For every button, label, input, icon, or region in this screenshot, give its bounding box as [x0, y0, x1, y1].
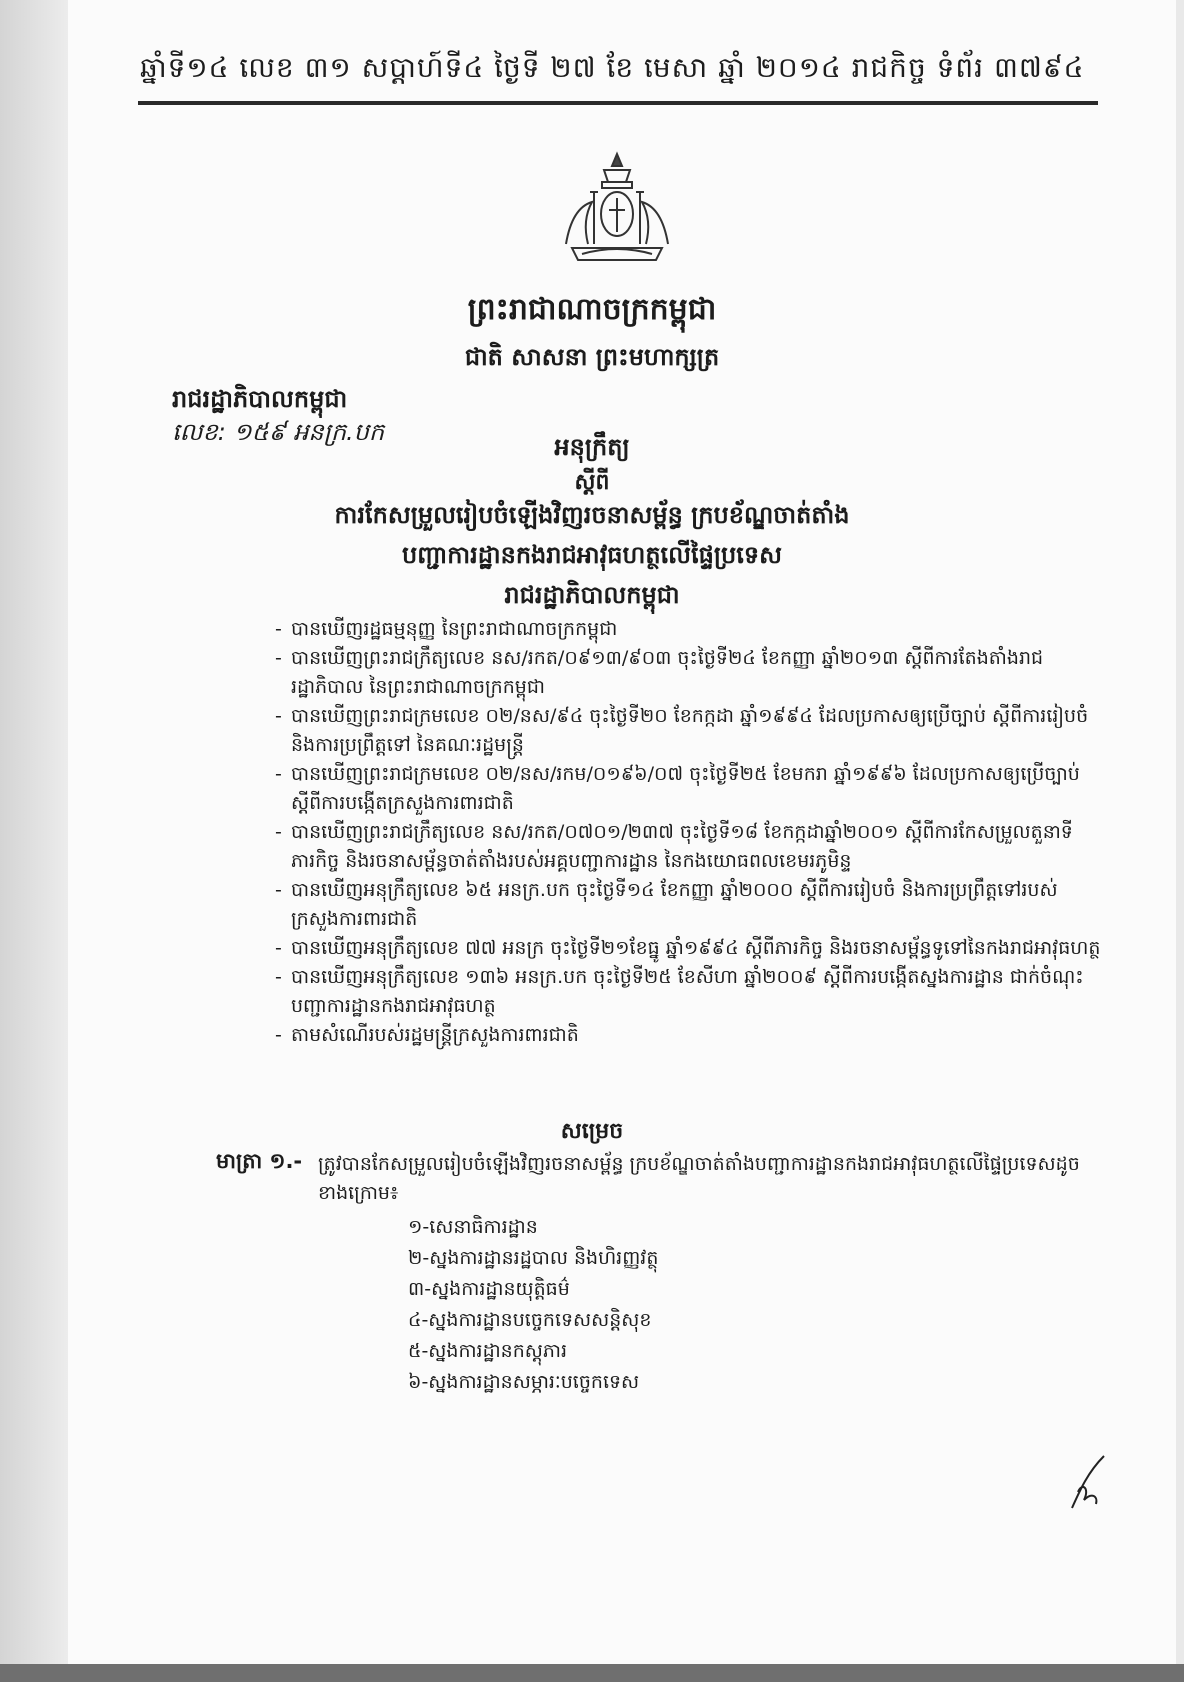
- scan-edge-shadow: [0, 0, 68, 1682]
- consideration-item: - បានឃើញព្រះរាជក្រឹត្យលេខ នស/រកត/០៧០១/២៣៧ ចុះថ្ងៃទី១៨ ខែកក្កដាឆ្នាំ២០០១ ស្តីពីការកែសម្រួលតួនាទី ភារកិច្ច និងរចនាសម្ព័ន្ធចាត់តាំងរបស់អគ្គបញ្ជាការដ្ឋាន នៃកងយោធពលខេមរភូមិន្ទ: [275, 818, 1105, 876]
- scan-bottom-strip: [0, 1664, 1184, 1682]
- issuing-government: រាជរដ្ឋាភិបាលកម្ពុជា: [172, 385, 348, 413]
- royal-coat-of-arms-icon: [552, 148, 682, 268]
- unit-item: ៦-ស្នងការដ្ឋានសម្ភារៈបច្ចេកទេស: [408, 1371, 640, 1393]
- consideration-item: - បានឃើញព្រះរាជក្រមលេខ ០២/នស/រកម/០១៩៦/០៧ ចុះថ្ងៃទី២៥ ខែមករា ឆ្នាំ១៩៩៦ ដែលប្រកាសឲ្យប្រើច្បាប់ ស្តីពីការបង្កើតក្រសួងការពារជាតិ: [275, 760, 1105, 818]
- unit-item: ១-សេនាធិការដ្ឋាន: [408, 1216, 538, 1238]
- header-rule: [138, 101, 1098, 105]
- kingdom-name: ព្រះរាជាណាចក្រកម្ពុជា: [467, 292, 717, 327]
- document-title-line-2: បញ្ជាការដ្ឋានកងរាជអាវុធហត្ថលើផ្ទៃប្រទេស: [402, 541, 782, 569]
- article-1-label: មាត្រា ១.-: [216, 1149, 303, 1173]
- consideration-item: - បានឃើញអនុក្រឹត្យលេខ ១៣៦ អនក្រ.បក ចុះថ្ងៃទី២៥ ខែសីហា ឆ្នាំ២០០៩ ស្តីពីការបង្កើតស្នងការដ្ឋាន ជាក់ចំណុះបញ្ជាការដ្ឋានកងរាជអាវុធហត្ថ: [275, 963, 1105, 1021]
- consideration-item: - បានឃើញព្រះរាជក្រមលេខ ០២/នស/៩៤ ចុះថ្ងៃទី២០ ខែកក្កដា ឆ្នាំ១៩៩៤ ដែលប្រកាសឲ្យប្រើច្បាប់ ស្តីពីការរៀបចំ និងការប្រព្រឹត្តទៅ នៃគណៈរដ្ឋមន្ត្រី: [275, 702, 1105, 760]
- consideration-item: - បានឃើញព្រះរាជក្រឹត្យលេខ នស/រកត/០៩១៣/៩០៣ ចុះថ្ងៃទី២៤ ខែកញ្ញា ឆ្នាំ២០១៣ ស្តីពីការតែងតាំងរាជរដ្ឋាភិបាល នៃព្រះរាជាណាចក្រកម្ពុជា: [275, 644, 1105, 702]
- document-title-line-1: ការកែសម្រួលរៀបចំឡើងវិញរចនាសម្ព័ន្ធ ក្របខ័ណ្ឌចាត់តាំង: [334, 501, 850, 529]
- considerations-list: [275, 615, 1105, 1050]
- gazette-header: ឆ្នាំទី១៤ លេខ ៣១ សប្តាហ៍ទី៤ ថ្ងៃទី ២៧ ខែ មេសា ឆ្នាំ ២០១៤ រាជកិច្ច ទំព័រ ៣៧៩៤: [140, 51, 1085, 84]
- about-label: ស្តីពី: [574, 470, 610, 495]
- article-1-text: ត្រូវបានកែសម្រួលរៀបចំឡើងវិញរចនាសម្ព័ន្ធ ក្របខ័ណ្ឌចាត់តាំងបញ្ជាការដ្ឋានកងរាជអាវុធហត្ថលើផ្ទៃប្រទេសដូចខាងក្រោម៖: [318, 1153, 1080, 1204]
- unit-item: ២-ស្នងការដ្ឋានរដ្ឋបាល និងហិរញ្ញវត្ថុ: [408, 1247, 659, 1269]
- national-motto: ជាតិ សាសនា ព្រះមហាក្សត្រ: [464, 343, 720, 371]
- consideration-item: - បានឃើញអនុក្រឹត្យលេខ ៦៥ អនក្រ.បក ចុះថ្ងៃទី១៤ ខែកញ្ញា ឆ្នាំ២០០០ ស្តីពីការរៀបចំ និងការប្រព្រឹត្តទៅរបស់ក្រសួងការពារជាតិ: [275, 876, 1105, 934]
- unit-item: ៤-ស្នងការដ្ឋានបច្ចេកទេសសន្តិសុខ: [408, 1309, 652, 1331]
- initials-signature-icon: [1068, 1452, 1126, 1512]
- consideration-item: - តាមសំណើរបស់រដ្ឋមន្ត្រីក្រសួងការពារជាតិ: [275, 1021, 1105, 1050]
- decision-heading: សម្រេច: [560, 1119, 624, 1144]
- unit-item: ៥-ស្នងការដ្ឋានកស្តុភារ: [408, 1340, 568, 1362]
- units-list: [408, 1212, 658, 1398]
- unit-item: ៣-ស្នងការដ្ឋានយុត្តិធម៌: [408, 1278, 570, 1300]
- document-type: អនុក្រឹត្យ: [554, 433, 630, 461]
- government-heading: រាជរដ្ឋាភិបាលកម្ពុជា: [504, 581, 680, 609]
- consideration-item: - បានឃើញអនុក្រឹត្យលេខ ៧៧ អនក្រ ចុះថ្ងៃទី២១ខែធ្នូ ឆ្នាំ១៩៩៤ ស្តីពីភារកិច្ច និងរចនាសម្ព័ន្ធទូទៅនៃកងរាជអាវុធហត្ថ: [275, 934, 1105, 963]
- consideration-item: - បានឃើញរដ្ឋធម្មនុញ្ញ នៃព្រះរាជាណាចក្រកម្ពុជា: [275, 615, 1105, 644]
- document-number: លេខ: ១៥៩ អនក្រ.បក: [172, 418, 385, 446]
